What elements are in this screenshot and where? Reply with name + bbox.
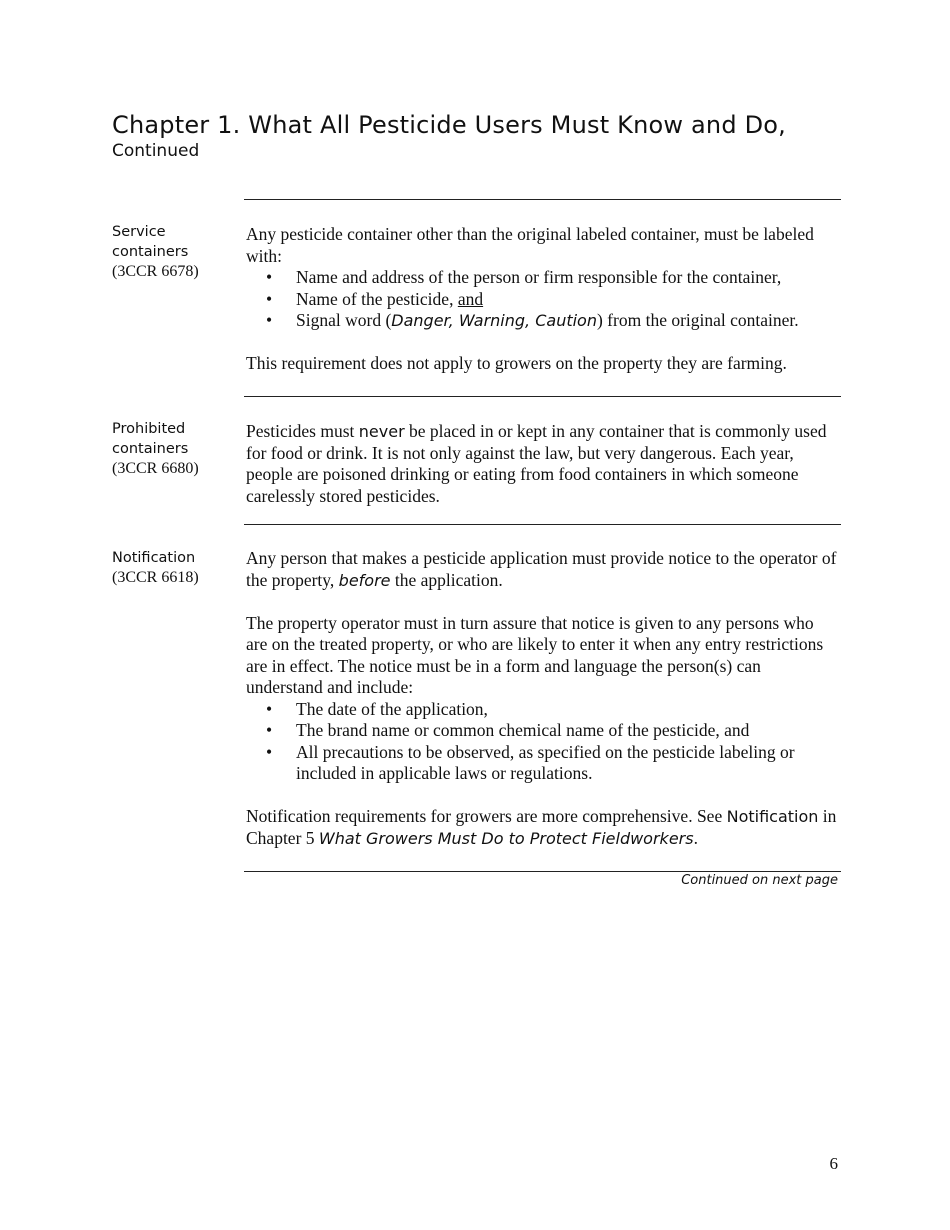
- paragraph: The property operator must in turn assure that notice is given to any persons who are on the treated property, or who are likely to enter it when any entry restrictions are in effect. The notice must be in a form and language the person(s) can understand and include:: [246, 612, 824, 697]
- side-label: Notification: [112, 550, 196, 566]
- section-label-notification: [112, 548, 237, 588]
- section-body-prohibited-containers: [246, 421, 838, 507]
- continued-note: Continued on next page: [681, 873, 838, 888]
- page-title: Chapter 1. What All Pesticide Users Must Know and Do,: [112, 111, 786, 139]
- side-label: Prohibited: [112, 421, 186, 437]
- side-label: containers: [112, 244, 189, 260]
- section-divider: [244, 396, 841, 397]
- list-item: • The brand name or common chemical name of the pesticide, and: [246, 720, 838, 742]
- citation: (3CCR 6618): [112, 569, 199, 586]
- notification-reference: Notification: [726, 807, 819, 826]
- section-divider: [244, 871, 841, 872]
- section-body-service-containers: [246, 224, 838, 375]
- citation: (3CCR 6680): [112, 460, 199, 477]
- side-label: Service: [112, 224, 166, 240]
- paragraph: This requirement does not apply to growers on the property they are farming.: [246, 353, 787, 373]
- section-divider: [244, 199, 841, 200]
- paragraph: Any pesticide container other than the original labeled container, must be labeled with:: [246, 224, 814, 266]
- citation: (3CCR 6678): [112, 263, 199, 280]
- list-item: • All precautions to be observed, as specified on the pesticide labeling or included in applicable laws or regulations.: [246, 742, 838, 785]
- emphasis-before: before: [338, 570, 391, 590]
- list-item: • Name and address of the person or firm responsible for the container,: [246, 267, 838, 289]
- emphasis-never: never: [358, 422, 405, 441]
- bullet-list: [246, 699, 838, 785]
- underlined-text: and: [457, 288, 484, 309]
- chapter-reference: What Growers Must Do to Protect Fieldworkers: [318, 828, 694, 848]
- paragraph: Notification requirements for growers are more comprehensive. See Notification in Chapter 5 What Growers Must Do to Protect Fieldworkers.: [246, 806, 837, 848]
- paragraph: Any person that makes a pesticide application must provide notice to the operator of the property, before the application.: [246, 548, 837, 590]
- page-number: 6: [829, 1154, 838, 1173]
- section-divider: [244, 524, 841, 525]
- section-label-prohibited-containers: [112, 419, 237, 479]
- paragraph: Pesticides must never be placed in or kept in any container that is commonly used for food or drink. It is not only against the law, but very dangerous. Each year, people are poisoned drinking or eating from food containers in which someone carelessly stored pesticides.: [246, 421, 827, 506]
- section-body-notification: [246, 548, 838, 849]
- side-label: containers: [112, 441, 189, 457]
- section-label-service-containers: [112, 222, 237, 282]
- page-subtitle: Continued: [112, 141, 200, 161]
- signal-words: Danger, Warning, Caution: [391, 311, 597, 330]
- list-item: • Name of the pesticide, and: [246, 289, 838, 311]
- bullet-list: [246, 267, 838, 332]
- list-item: • Signal word (Danger, Warning, Caution) from the original container.: [246, 310, 838, 332]
- list-item: • The date of the application,: [246, 699, 838, 721]
